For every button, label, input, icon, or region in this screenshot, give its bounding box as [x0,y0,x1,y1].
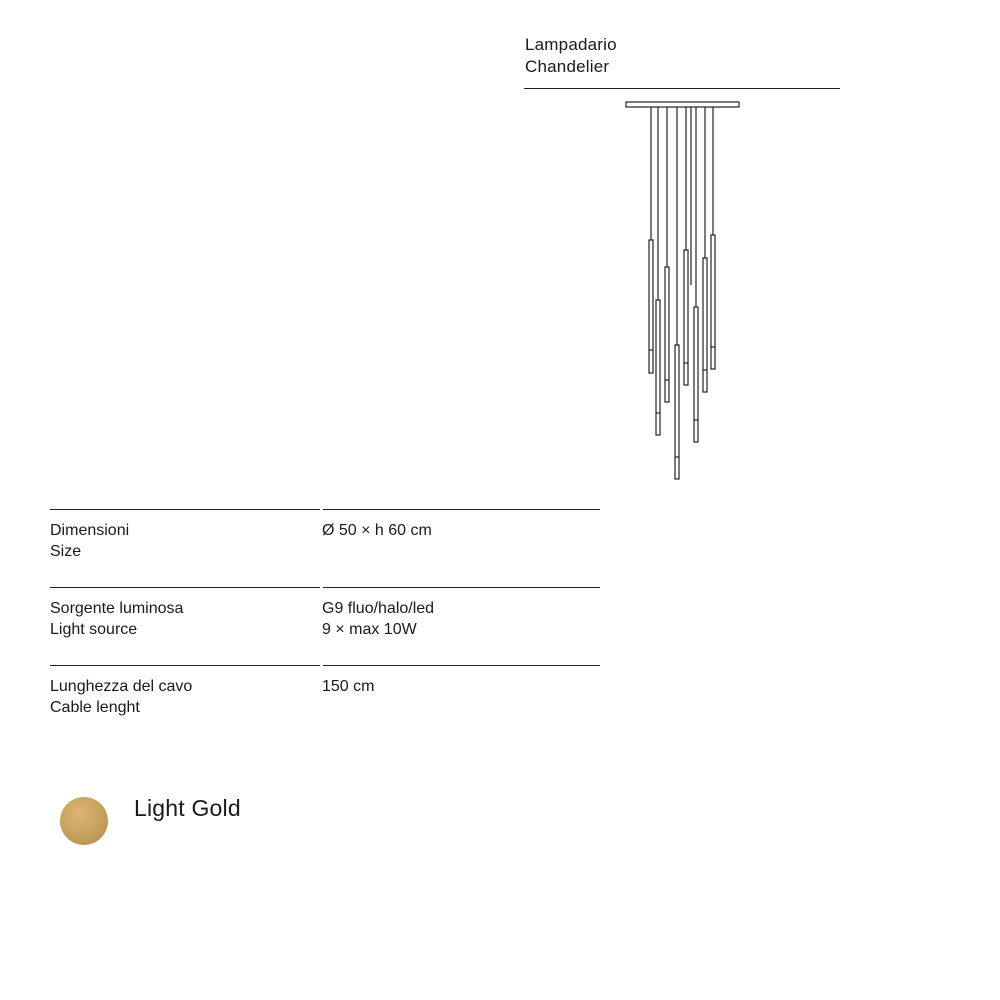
pendant-tube [665,267,669,402]
header-divider [524,88,840,89]
spec-row-light-source [50,587,600,665]
spec-labels [50,676,192,718]
spec-value: G9 fluo/halo/led [322,600,435,617]
pendant-tube [703,258,707,392]
ceiling-canopy [626,102,739,107]
spec-label-english: Light source [50,621,138,638]
color-swatch [60,797,108,845]
spec-value: Ø 50 × h 60 cm [322,522,432,539]
spec-row-size [50,509,600,587]
finish-name: Light Gold [134,795,241,821]
finish-option [60,795,360,845]
spec-label-english: Cable lenght [50,699,140,716]
pendant-tube [649,240,653,373]
spec-values [322,520,432,541]
pendant-tube [711,235,715,369]
pendant-tube [684,250,688,385]
spec-labels [50,520,129,562]
spec-values [322,676,374,697]
chandelier-drawing [600,95,760,490]
spec-label-italian: Sorgente luminosa [50,600,184,617]
pendant-tube [675,345,679,479]
product-title [525,34,840,78]
specifications-table [50,509,600,743]
title-english: Chandelier [525,57,610,76]
spec-label-english: Size [50,543,82,560]
spec-labels [50,598,183,640]
pendant-tube [694,307,698,442]
title-italian: Lampadario [525,35,617,54]
spec-value: 150 cm [322,678,375,695]
spec-row-cable-length [50,665,600,743]
pendant-tube [656,300,660,435]
spec-values [322,598,434,640]
spec-label-italian: Dimensioni [50,522,130,539]
spec-value: 9 × max 10W [322,621,417,638]
spec-label-italian: Lunghezza del cavo [50,678,193,695]
